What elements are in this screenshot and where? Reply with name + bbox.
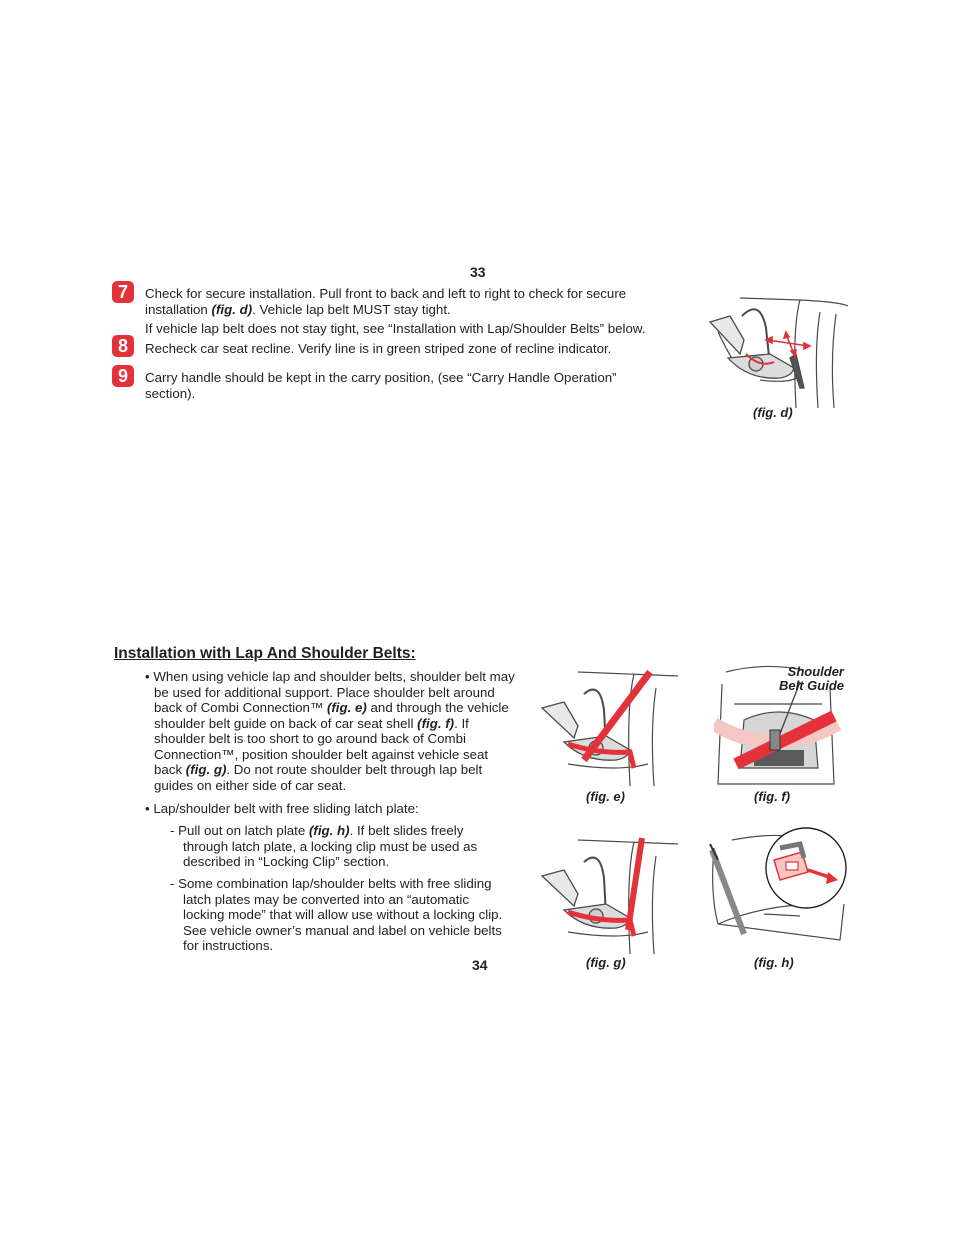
shoulder-belt-red bbox=[628, 838, 642, 930]
bullet-1-line-7b: . Do not route shoulder belt through lap belt bbox=[226, 762, 483, 777]
dash-2-text bbox=[170, 876, 550, 954]
fig-e-illustration bbox=[538, 668, 682, 786]
dash-1-body bbox=[170, 839, 550, 870]
bullet-1-text bbox=[145, 669, 555, 793]
bullet-1-line-8: guides on either side of car seat. bbox=[154, 777, 347, 793]
dash-2-line-5: for instructions. bbox=[183, 938, 274, 953]
fig-f-caption: (fig. f) bbox=[754, 789, 791, 804]
fig-d-reference: (fig. d) bbox=[211, 301, 253, 317]
car-seat-shell bbox=[714, 682, 838, 768]
section-heading: Installation with Lap And Shoulder Belts: bbox=[114, 645, 416, 662]
step-badge-8: 8 bbox=[112, 335, 134, 357]
motion-arrows bbox=[766, 332, 810, 356]
bullet-1-line-1: • When using vehicle lap and shoulder belts, shoulder belt may bbox=[145, 669, 515, 684]
dash-1-line-2: through latch plate, a locking clip must be used as bbox=[183, 838, 478, 854]
dash-2-line-1: - Some combination lap/shoulder belts with free sliding bbox=[170, 876, 492, 891]
bullet-1-line-3b: and through the vehicle bbox=[366, 700, 509, 715]
bullet-1-line-4a: shoulder belt guide on back of car seat shell bbox=[154, 715, 418, 731]
fig-d-illustration bbox=[700, 288, 852, 410]
step-7-line-1: Check for secure installation. Pull front to back and left to right to check for secure bbox=[145, 286, 627, 301]
vehicle-seat-outline bbox=[568, 840, 678, 954]
dash-2-line-4: See vehicle owner’s manual and label on vehicle belts bbox=[183, 922, 502, 938]
page-number-bottom: 34 bbox=[472, 957, 488, 973]
bullet-1-line-7a: back bbox=[154, 762, 186, 777]
bullet-1-line-5: shoulder belt is too short to go around back of Combi bbox=[154, 731, 466, 746]
fig-g-caption: (fig. g) bbox=[586, 955, 626, 970]
step-7-text bbox=[145, 286, 705, 337]
shoulder-label-line-1: Shoulder bbox=[787, 664, 844, 679]
step-9-line-2: section). bbox=[145, 385, 196, 401]
step-7-line-2a: installation bbox=[145, 301, 212, 317]
step-badge-7: 7 bbox=[112, 281, 134, 303]
step-9-line-1: Carry handle should be kept in the carry position, (see “Carry Handle Operation” bbox=[145, 370, 617, 385]
dash-2-line-2: latch plates may be converted into an “automatic bbox=[183, 891, 470, 907]
fig-e-reference: (fig. e) bbox=[326, 700, 367, 715]
fig-h-reference: (fig. h) bbox=[308, 823, 350, 838]
dash-1-line-1 bbox=[170, 823, 550, 839]
dash-1-line-3: described in “Locking Clip” section. bbox=[183, 854, 390, 869]
dash-2-body bbox=[170, 892, 550, 954]
car-seat-outline bbox=[710, 309, 804, 388]
dash-1-line-1a: - Pull out on latch plate bbox=[170, 823, 309, 838]
fig-d-caption: (fig. d) bbox=[753, 405, 793, 420]
dash-2-line-3: locking mode” that will allow use without a locking clip. bbox=[183, 907, 503, 922]
dash-1-text bbox=[170, 823, 550, 870]
bullet-1-body bbox=[145, 685, 555, 794]
fig-g-illustration bbox=[538, 832, 682, 954]
page-number-top: 33 bbox=[470, 264, 486, 280]
fig-g-reference: (fig. g) bbox=[185, 762, 227, 777]
step-9-text bbox=[145, 370, 705, 401]
fig-h-caption: (fig. h) bbox=[754, 955, 794, 970]
fig-h-illustration bbox=[704, 824, 850, 952]
fig-f-reference: (fig. f) bbox=[417, 715, 455, 731]
vehicle-seat-outline bbox=[568, 672, 678, 786]
step-7-line-2b: . Vehicle lap belt MUST stay tight. bbox=[252, 301, 451, 317]
step-badge-9: 9 bbox=[112, 365, 134, 387]
bullet-1-line-7 bbox=[154, 762, 555, 778]
bullet-2-text: • Lap/shoulder belt with free sliding latch plate: bbox=[145, 801, 419, 816]
step-7-line-2 bbox=[145, 302, 705, 318]
bullet-1-line-4 bbox=[154, 716, 555, 732]
bullet-1-line-4b: . If bbox=[454, 715, 469, 731]
bullet-1-line-3 bbox=[154, 700, 555, 716]
step-8-text: Recheck car seat recline. Verify line is in green striped zone of recline indicator. bbox=[145, 341, 612, 356]
fig-e-caption: (fig. e) bbox=[586, 789, 625, 804]
bullet-1-line-3a: back of Combi Connection™ bbox=[154, 700, 327, 715]
shoulder-label-line-2: Belt Guide bbox=[778, 678, 844, 693]
dash-1-line-1b: . If belt slides freely bbox=[349, 823, 464, 838]
shoulder-belt-guide-label bbox=[770, 665, 844, 693]
step-7-line-3: If vehicle lap belt does not stay tight, see “Installation with Lap/Shoulder Belts” below. bbox=[145, 321, 646, 336]
bullet-1-line-6: Connection™, position shoulder belt against vehicle seat bbox=[154, 746, 489, 762]
bullet-1-line-2: be used for additional support. Place shoulder belt around bbox=[154, 684, 495, 700]
